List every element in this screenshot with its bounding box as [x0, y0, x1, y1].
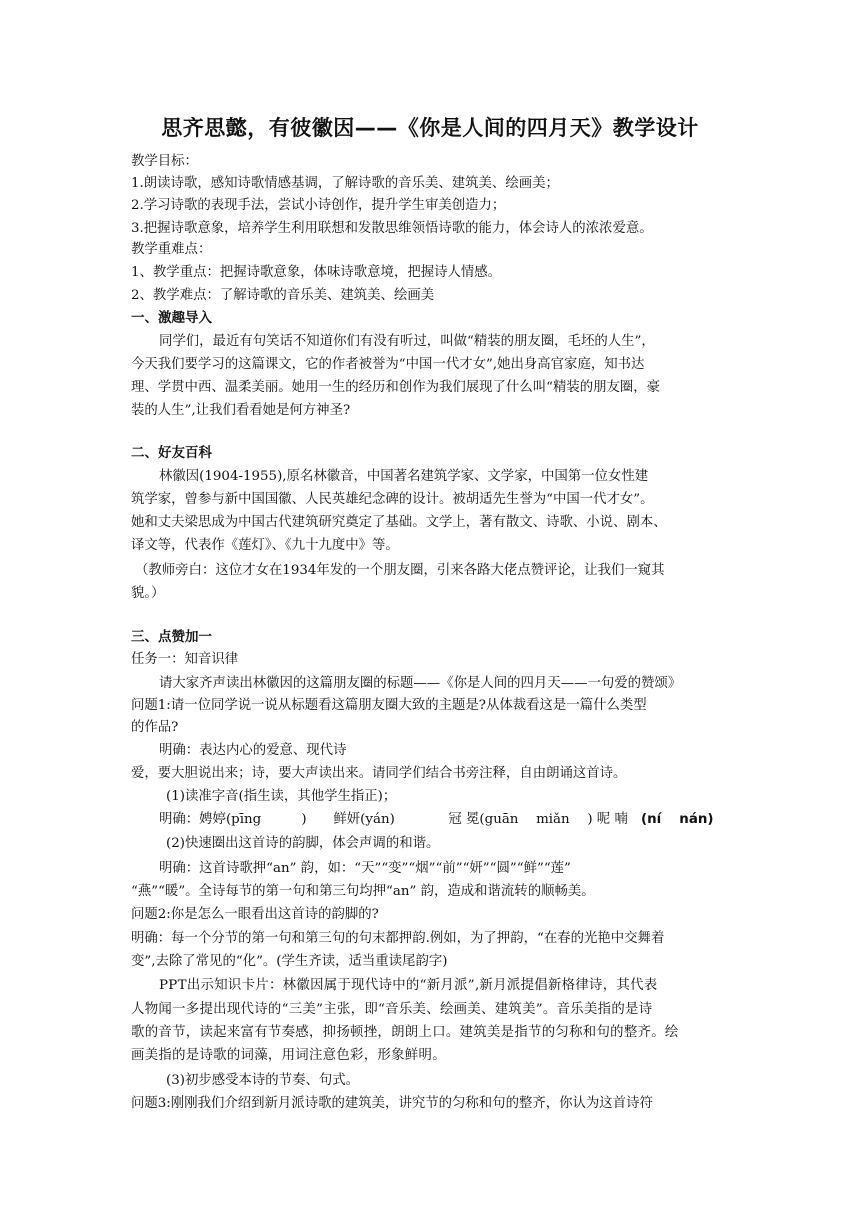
- text-line: 3.把握诗歌意象，培养学生利用联想和发散思维领悟诗歌的能力，体会诗人的浓浓爱意。: [131, 221, 653, 236]
- text-line: 1、教学重点：把握诗歌意象，体味诗歌意境，把握诗人情感。: [131, 265, 502, 280]
- text-line: 人物闻一多提出现代诗的“三美”主张，即“音乐美、绘画美、建筑美”。音乐美指的是诗: [131, 1002, 653, 1017]
- text-line: 译文等，代表作《莲灯》、《九十九度中》等。: [131, 538, 399, 553]
- text-line: 装的人生”,让我们看看她是何方神圣?: [131, 403, 351, 418]
- text-line: 貌。）: [131, 586, 165, 601]
- text-line: 明确：这首诗歌押“an” 韵，如：“天”“变”“烟”“前”“妍”“圆”“鲜”“莲”: [159, 861, 571, 876]
- text-line: 明确：每一个分节的第一句和第三句的句末都押韵.例如，为了押韵，“在春的光艳中交舞着: [131, 931, 665, 946]
- text-line: 请大家齐声读出林徽因的这篇朋友圈的标题——《你是人间的四月天——一句爱的赞颂》: [159, 676, 682, 691]
- text-line: 教学目标：: [131, 154, 198, 169]
- text-line: 理、学贯中西、温柔美丽。她用一生的经历和创作为我们展现了什么叫“精装的朋友圈，豪: [131, 380, 661, 395]
- section-heading: 二、好友百科: [131, 445, 212, 461]
- pinyin-text: (ní nán): [641, 812, 714, 827]
- text-line: 1.朗读诗歌，感知诗歌情感基调，了解诗歌的音乐美、建筑美、绘画美；: [131, 176, 559, 191]
- text-line: 歌的音节，读起来富有节奏感，抑扬顿挫，朗朗上口。建筑美是指节的匀称和句的整齐。绘: [131, 1025, 679, 1040]
- text-line: 明确：娉婷(pīng ) 鲜妍(yán) 冠 冕(guān miǎn ) 呢 喃: [159, 812, 628, 827]
- text-line: (1)读准字音(指生读，其他学生指正)；: [166, 789, 397, 804]
- text-line: PPT出示知识卡片：林徽因属于现代诗中的“新月派”,新月派提倡新格律诗，其代表: [159, 978, 658, 993]
- text-line: 爱，要大胆说出来；诗，要大声读出来。请同学们结合书旁注释，自由朗诵这首诗。: [131, 766, 627, 781]
- text-line: 今天我们要学习的这篇课文，它的作者被誉为“中国一代才女”,她出身高官家庭，知书达: [131, 357, 645, 372]
- text-line: 的作品?: [131, 720, 179, 735]
- section-heading: 一、激趣导入: [131, 310, 212, 326]
- text-line: 林徽因(1904-1955),原名林徽音，中国著名建筑学家、文学家，中国第一位女性建: [159, 469, 649, 484]
- text-line: 2、教学难点：了解诗歌的音乐美、建筑美、绘画美: [131, 288, 435, 303]
- text-line: 筑学家，曾参与新中国国徽、人民英雄纪念碑的设计。被胡适先生誉为“中国一代才女”。: [131, 492, 654, 507]
- text-line: 教学重难点：: [131, 242, 212, 257]
- text-line: 问题1:请一位同学说一说从标题看这篇朋友圈大致的主题是?从体裁看这是一篇什么类型: [131, 698, 647, 713]
- text-line: 画美指的是诗歌的词藻，用词注意色彩，形象鲜明。: [131, 1048, 446, 1063]
- text-line: 任务一：知音识律: [131, 652, 239, 667]
- document-title: 思齐思懿，有彼徽因——《你是人间的四月天》教学设计: [161, 116, 699, 140]
- text-line: 她和丈夫梁思成为中国古代建筑研究奠定了基础。文学上，著有散文、诗歌、小说、剧本、: [131, 515, 667, 530]
- text-line: 变”,去除了常见的“化”。(学生齐读，适当重读尾韵字): [131, 954, 448, 969]
- text-line: 2.学习诗歌的表现手法，尝试小诗创作，提升学生审美创造力；: [131, 198, 506, 213]
- text-line: 明确：表达内心的爱意、现代诗: [159, 743, 347, 758]
- text-line: 问题2:你是怎么一眼看出这首诗的韵脚的?: [131, 907, 379, 922]
- text-line: (3)初步感受本诗的节奏、句式。: [166, 1073, 360, 1088]
- section-heading: 三、点赞加一: [131, 629, 212, 645]
- text-line: (2)快速圈出这首诗的韵脚，体会声调的和谐。: [166, 836, 440, 851]
- text-line: 同学们，最近有句笑话不知道你们有没有听过，叫做“精装的朋友圈，毛坯的人生”，: [159, 334, 655, 349]
- text-line: （教师旁白：这位才女在1934年发的一个朋友圈，引来各路大佬点赞评论，让我们一窥其: [135, 563, 665, 578]
- text-line: 问题3:刚刚我们介绍到新月派诗歌的建筑美，讲究节的匀称和句的整齐，你认为这首诗符: [131, 1096, 653, 1111]
- text-line: “燕”“暖”。全诗每节的第一句和第三句均押“an” 韵，造成和谐流转的顺畅美。: [131, 884, 595, 899]
